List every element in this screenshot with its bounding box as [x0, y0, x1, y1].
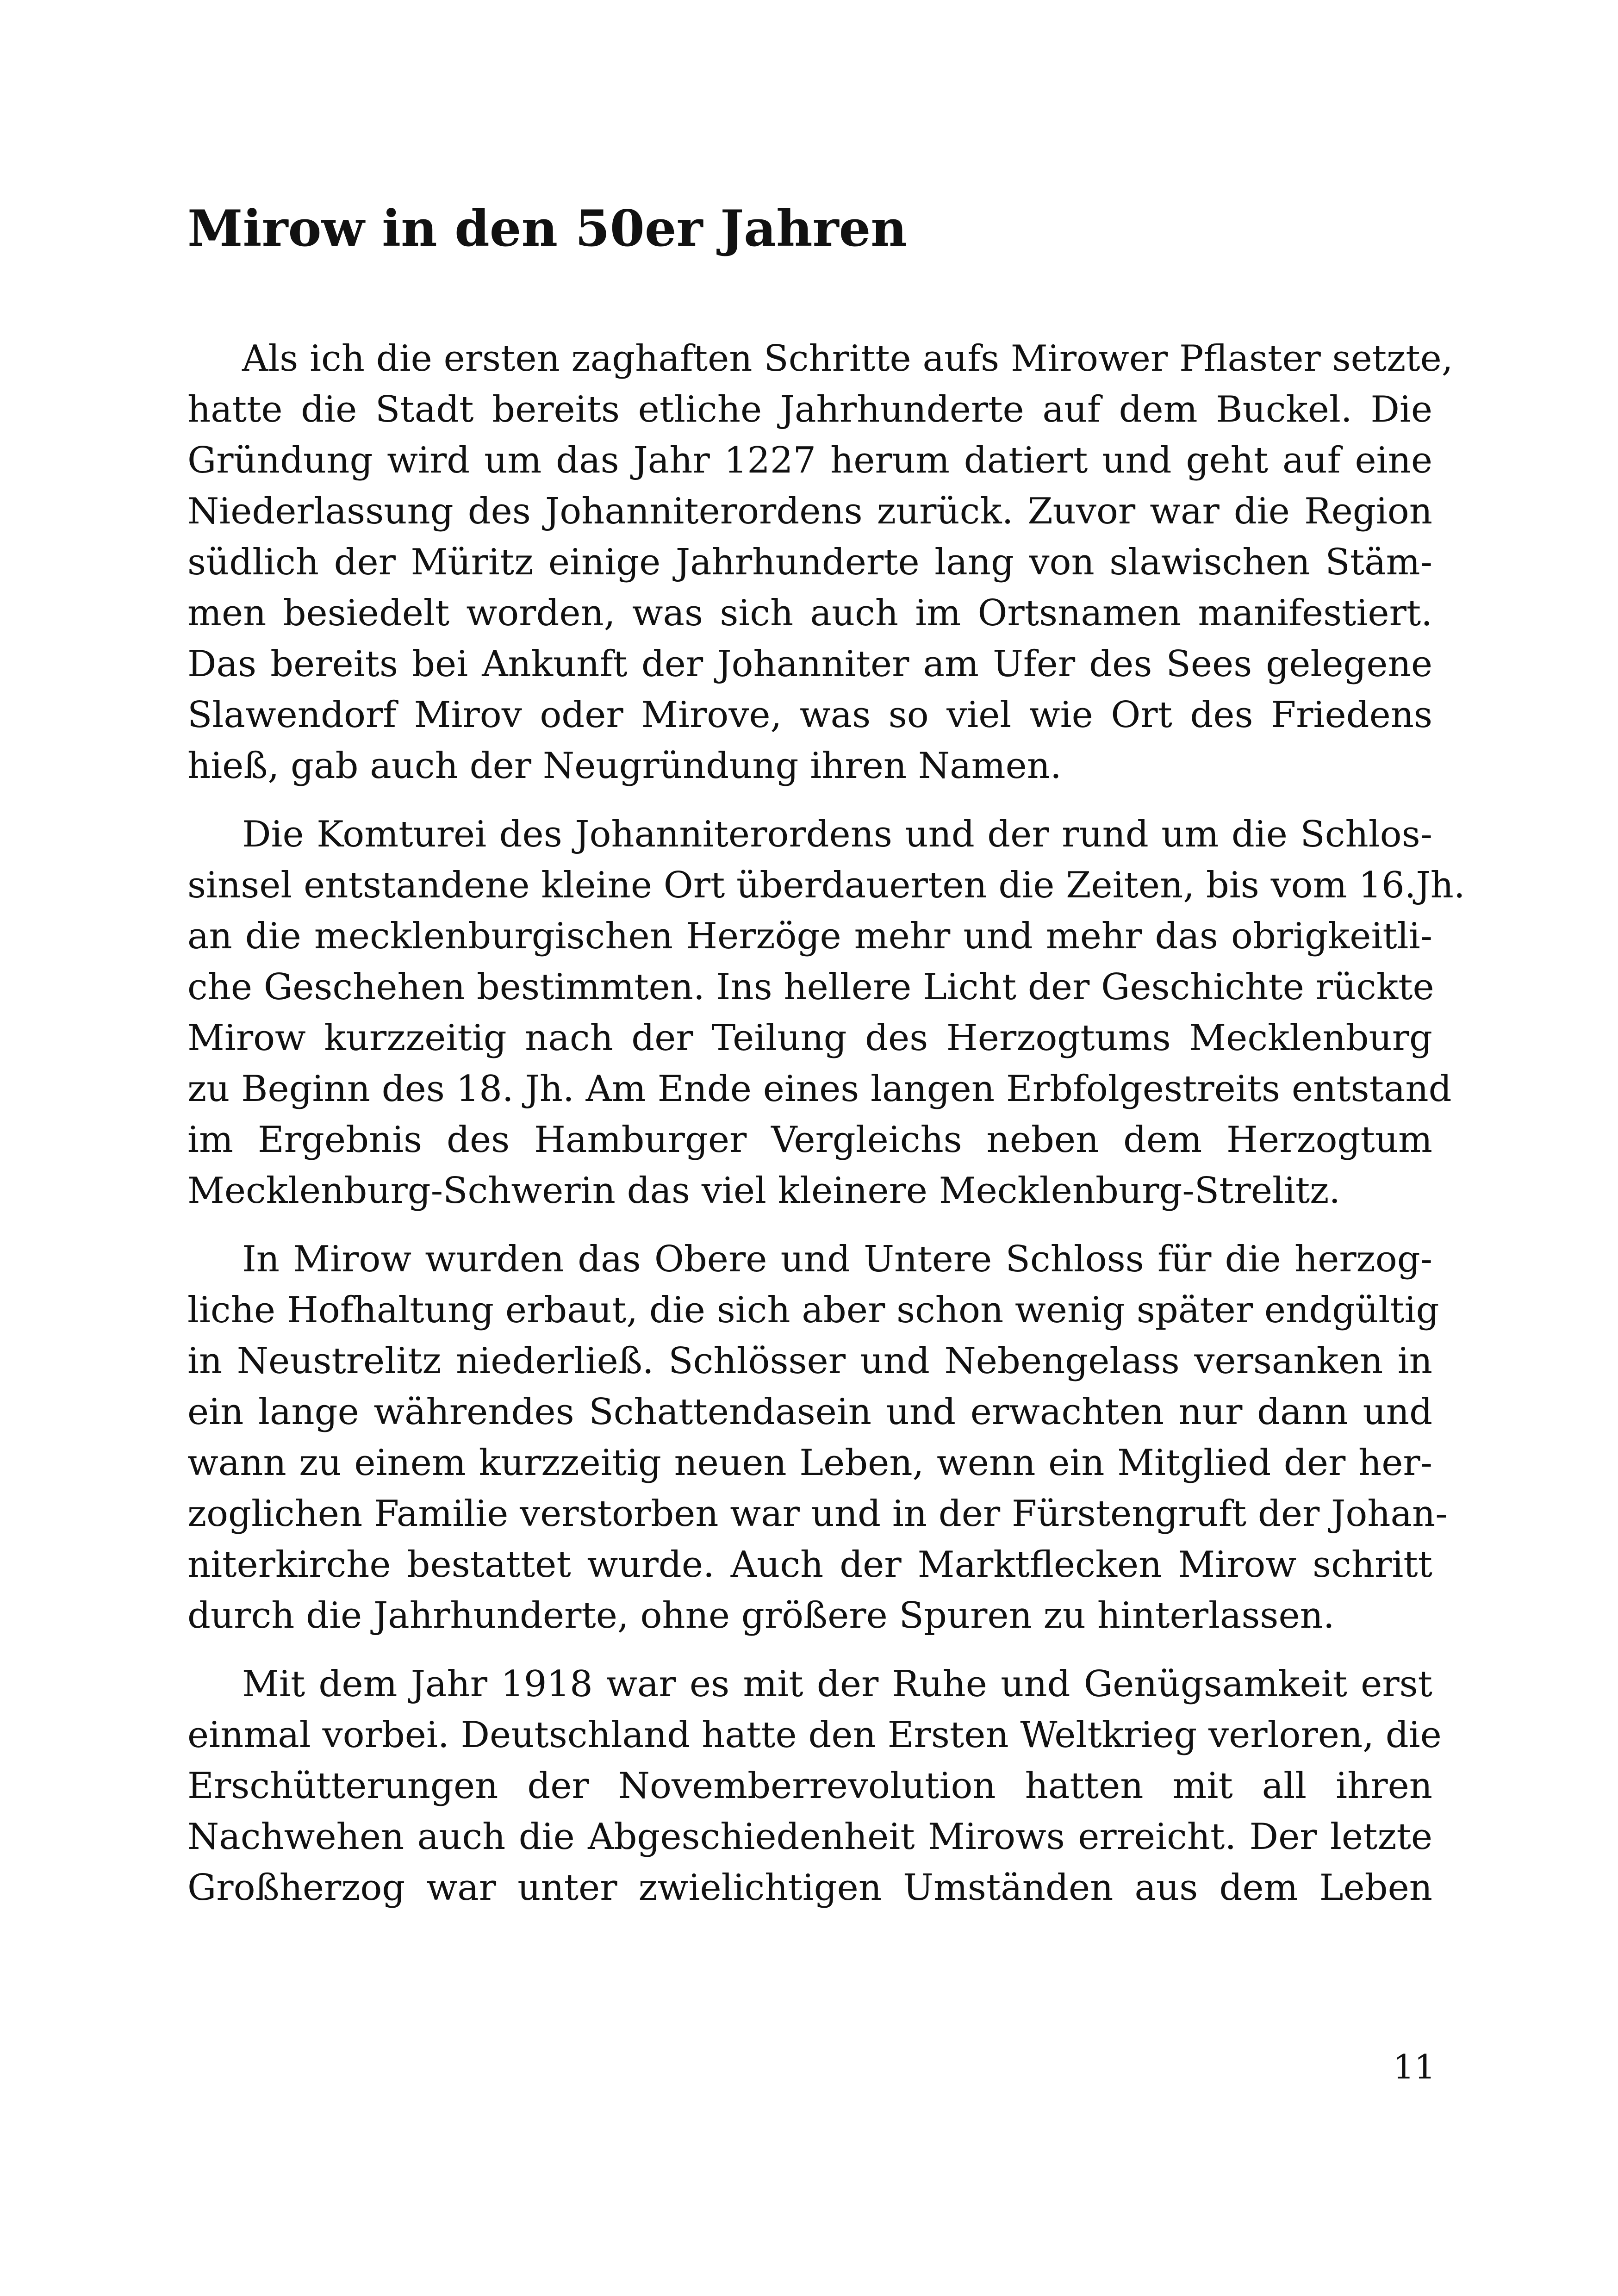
text-line: hieß, gab auch der Neugründung ihren Namen. — [187, 745, 1062, 787]
text-line: wann zu einem kurzzeitig neuen Leben, wenn ein Mitglied der her- — [187, 1442, 1432, 1484]
text-line: zu Beginn des 18. Jh. Am Ende eines langen Erbfolgestreits entstand — [187, 1068, 1452, 1110]
text-line: ein lange währendes Schattendasein und erwachten nur dann und — [187, 1391, 1432, 1433]
text-line: durch die Jahrhunderte, ohne größere Spuren zu hinterlassen. — [187, 1595, 1335, 1636]
body-text — [187, 333, 1465, 1931]
text-line: Mit dem Jahr 1918 war es mit der Ruhe und Genügsamkeit erst — [242, 1663, 1432, 1705]
page-number: 11 — [1393, 2047, 1436, 2086]
text-line: in Neustrelitz niederließ. Schlösser und Nebengelass versanken in — [187, 1340, 1432, 1382]
text-line: im Ergebnis des Hamburger Vergleichs neben dem Herzogtum — [187, 1119, 1432, 1161]
text-line: Die Komturei des Johanniterordens und der rund um die Schlos- — [242, 814, 1432, 855]
paragraph-4 — [187, 1659, 1442, 1913]
text-line: Das bereits bei Ankunft der Johanniter am Ufer des Sees gelegene — [187, 643, 1432, 685]
text-line: niterkirche bestattet wurde. Auch der Marktflecken Mirow schritt — [187, 1544, 1432, 1586]
text-line: zoglichen Familie verstorben war und in der Fürstengruft der Johan- — [187, 1493, 1448, 1535]
text-line: Niederlassung des Johanniterordens zurück. Zuvor war die Region — [187, 491, 1432, 532]
text-line: Mirow kurzzeitig nach der Teilung des Herzogtums Mecklenburg — [187, 1017, 1432, 1059]
text-line: liche Hofhaltung erbaut, die sich aber schon wenig später endgültig — [187, 1289, 1439, 1331]
text-line: In Mirow wurden das Obere und Untere Schloss für die herzog- — [242, 1238, 1432, 1280]
text-line: sinsel entstandene kleine Ort überdauerten die Zeiten, bis vom 16.Jh. — [187, 865, 1465, 906]
text-line: Als ich die ersten zaghaften Schritte aufs Mirower Pflaster setzte, — [242, 338, 1453, 380]
text-line: Erschütterungen der Novemberrevolution hatten mit all ihren — [187, 1765, 1432, 1807]
text-line: che Geschehen bestimmten. Ins hellere Licht der Geschichte rückte — [187, 966, 1434, 1008]
text-line: südlich der Müritz einige Jahrhunderte lang von slawischen Stäm- — [187, 541, 1432, 583]
text-line: Slawendorf Mirov oder Mirove, was so viel wie Ort des Friedens — [187, 694, 1432, 736]
paragraph-3 — [187, 1234, 1448, 1641]
text-line: einmal vorbei. Deutschland hatte den Ersten Weltkrieg verloren, die — [187, 1714, 1442, 1756]
text-line: Großherzog war unter zwielichtigen Umständen aus dem Leben — [187, 1867, 1432, 1909]
text-line: an die mecklenburgischen Herzöge mehr und mehr das obrigkeitli- — [187, 915, 1432, 957]
page-heading: Mirow in den 50er Jahren — [187, 199, 907, 258]
text-line: Nachwehen auch die Abgeschiedenheit Mirows erreicht. Der letzte — [187, 1816, 1432, 1858]
text-line: hatte die Stadt bereits etliche Jahrhunderte auf dem Buckel. Die — [187, 389, 1432, 430]
text-line: Gründung wird um das Jahr 1227 herum datiert und geht auf eine — [187, 440, 1432, 481]
text-line: men besiedelt worden, was sich auch im Ortsnamen manifestiert. — [187, 592, 1432, 634]
paragraph-2 — [187, 809, 1465, 1216]
text-line: Mecklenburg-Schwerin das viel kleinere Mecklenburg-Strelitz. — [187, 1170, 1341, 1212]
paragraph-1 — [187, 333, 1453, 791]
